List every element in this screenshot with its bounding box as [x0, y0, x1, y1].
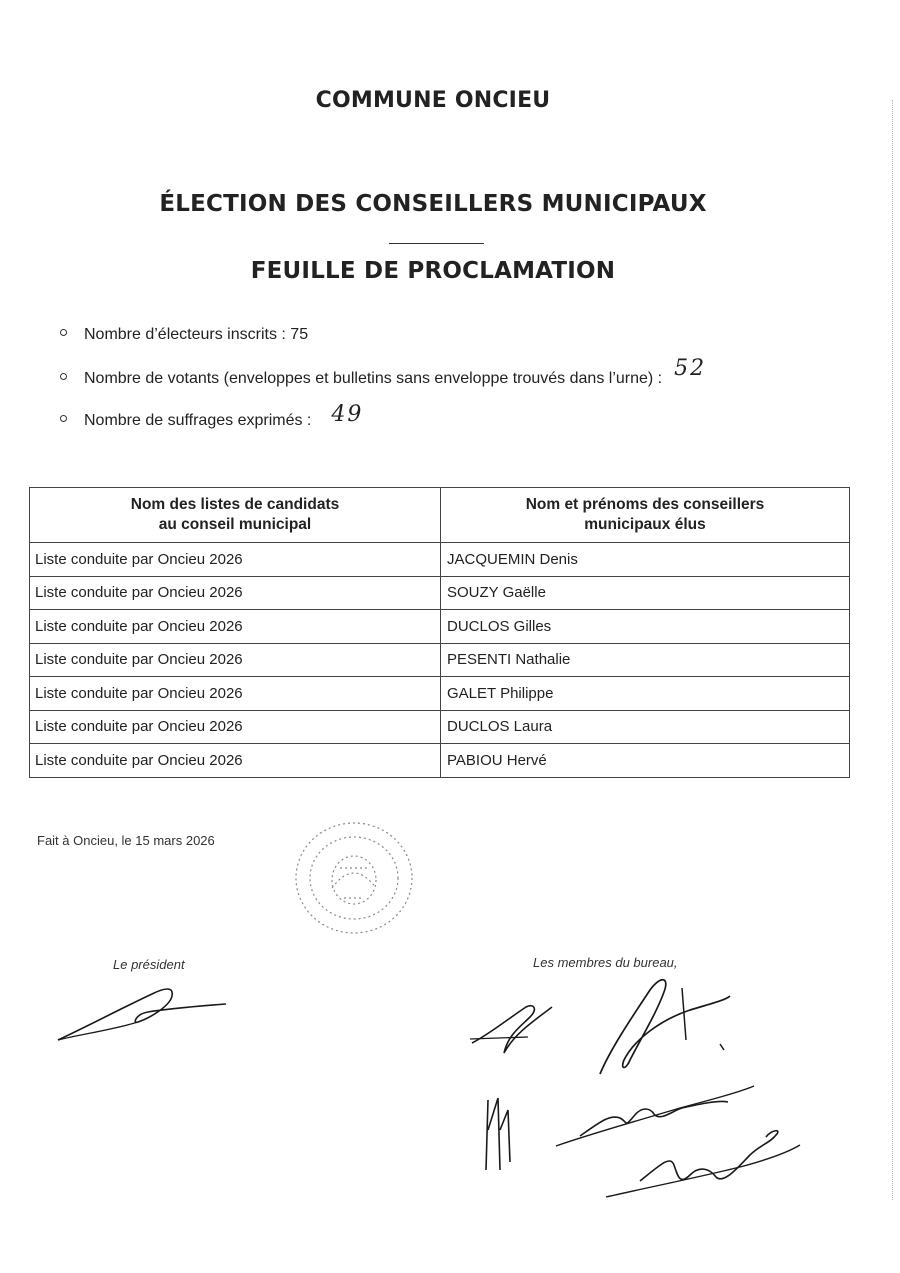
president-signature [52, 978, 232, 1048]
list-name-cell: Liste conduite par Oncieu 2026 [30, 643, 441, 677]
stat-label: Nombre de votants (enveloppes et bulletins sans enveloppe trouvés dans l’urne) : [84, 370, 663, 387]
table-header-row [30, 488, 850, 543]
stat-voters [60, 356, 707, 389]
header-elected: Nom et prénoms des conseillers municipaux élus [441, 488, 850, 543]
bullet-icon [60, 415, 67, 422]
stat-registered [60, 326, 308, 344]
member-signature-2 [590, 970, 735, 1080]
member-signature-1 [468, 995, 563, 1060]
handwritten-expressed-count: 49 [331, 402, 364, 427]
table-row [30, 610, 850, 644]
list-name-cell: Liste conduite par Oncieu 2026 [30, 610, 441, 644]
made-at-date: Fait à Oncieu, le 15 mars 2026 [37, 833, 215, 848]
table-row [30, 576, 850, 610]
stat-label: Nombre de suffrages exprimés : [84, 412, 312, 429]
handwritten-voters-count: 52 [674, 356, 707, 381]
member-signature-3 [478, 1090, 518, 1175]
table-row [30, 643, 850, 677]
elected-name-cell: GALET Philippe [441, 677, 850, 711]
members-label: Les membres du bureau, [533, 955, 678, 970]
sheet-title: FEUILLE DE PROCLAMATION [250, 258, 616, 284]
table-row [30, 543, 850, 577]
elected-name-cell: DUCLOS Laura [441, 710, 850, 744]
list-name-cell: Liste conduite par Oncieu 2026 [30, 543, 441, 577]
list-name-cell: Liste conduite par Oncieu 2026 [30, 677, 441, 711]
stat-label: Nombre d’électeurs inscrits : 75 [84, 326, 309, 343]
bullet-icon [60, 373, 67, 380]
town-seal-stamp [292, 818, 416, 938]
elected-name-cell: DUCLOS Gilles [441, 610, 850, 644]
list-name-cell: Liste conduite par Oncieu 2026 [30, 710, 441, 744]
election-title: ÉLECTION DES CONSEILLERS MUNICIPAUX [159, 191, 707, 217]
elected-name-cell: SOUZY Gaëlle [441, 576, 850, 610]
commune-title: COMMUNE ONCIEU [315, 88, 551, 113]
elected-name-cell: PESENTI Nathalie [441, 643, 850, 677]
scan-edge-dots [892, 100, 893, 1200]
table-row [30, 744, 850, 778]
bullet-icon [60, 329, 67, 336]
results-table [29, 487, 850, 778]
president-label: Le président [113, 957, 185, 972]
stat-expressed [60, 402, 364, 431]
table-row [30, 710, 850, 744]
member-signature-5 [600, 1125, 805, 1205]
header-lists: Nom des listes de candidats au conseil municipal [30, 488, 441, 543]
elected-name-cell: PABIOU Hervé [441, 744, 850, 778]
elected-name-cell: JACQUEMIN Denis [441, 543, 850, 577]
title-divider [389, 243, 484, 244]
table-row [30, 677, 850, 711]
list-name-cell: Liste conduite par Oncieu 2026 [30, 744, 441, 778]
list-name-cell: Liste conduite par Oncieu 2026 [30, 576, 441, 610]
